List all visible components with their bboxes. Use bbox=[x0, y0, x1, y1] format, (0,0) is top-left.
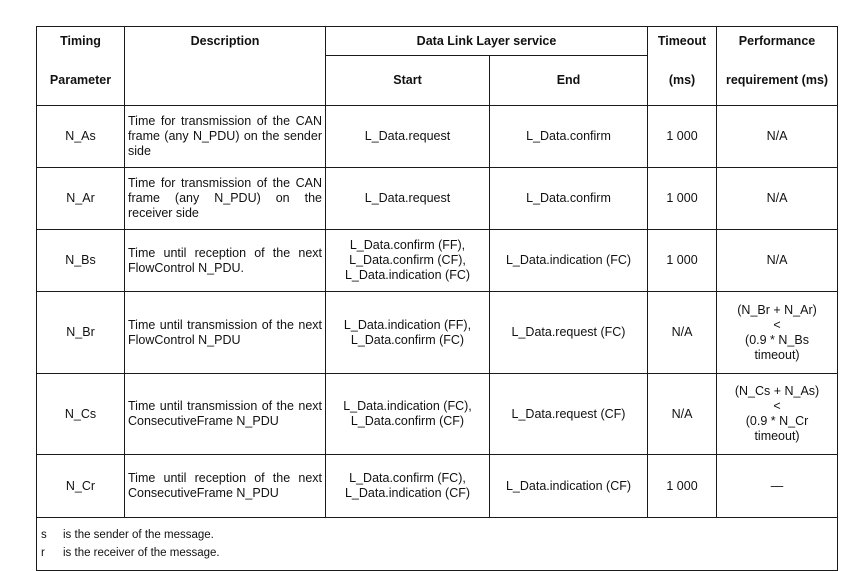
start-service-line: L_Data.indication (CF) bbox=[344, 486, 471, 500]
cell-timeout: N/A bbox=[648, 374, 717, 455]
header-start: Start bbox=[326, 56, 490, 106]
start-service-line: L_Data.indication (FC) bbox=[344, 268, 471, 282]
header-timeout: Timeout bbox=[648, 27, 717, 56]
header-description-blank bbox=[125, 56, 326, 106]
cell-start bbox=[326, 168, 490, 230]
performance-line: (0.9 * N_Bs bbox=[745, 332, 809, 347]
cell-performance bbox=[717, 106, 838, 168]
cell-performance bbox=[717, 292, 838, 374]
cell-start bbox=[326, 292, 490, 374]
cell-parameter: N_Ar bbox=[37, 168, 125, 230]
start-service-line: L_Data.confirm (CF) bbox=[350, 414, 465, 428]
header-row-1 bbox=[37, 27, 838, 56]
table-row bbox=[37, 106, 838, 168]
cell-parameter: N_As bbox=[37, 106, 125, 168]
header-row-2 bbox=[37, 56, 838, 106]
header-performance-requirement: requirement (ms) bbox=[717, 56, 838, 106]
cell-description: Time until reception of the next ConsecutiveFrame N_PDU bbox=[125, 455, 326, 518]
cell-start bbox=[326, 455, 490, 518]
start-service-line: L_Data.confirm (FC) bbox=[350, 332, 465, 347]
start-service-line: L_Data.indication (FF), bbox=[343, 317, 472, 332]
table-row bbox=[37, 230, 838, 292]
performance-line: (0.9 * N_Cr bbox=[745, 414, 809, 428]
cell-parameter: N_Bs bbox=[37, 230, 125, 292]
cell-timeout: 1 000 bbox=[648, 106, 717, 168]
header-description: Description bbox=[125, 27, 326, 56]
cell-start bbox=[326, 106, 490, 168]
start-service-line: L_Data.indication (FC), bbox=[343, 399, 472, 413]
header-timing: Timing bbox=[37, 27, 125, 56]
performance-line: < bbox=[773, 399, 781, 413]
footnote-key: s bbox=[41, 529, 47, 541]
header-timeout-unit: (ms) bbox=[648, 56, 717, 106]
cell-end: L_Data.request (CF) bbox=[490, 374, 648, 455]
cell-timeout: N/A bbox=[648, 292, 717, 374]
start-service-line: L_Data.confirm (FF), bbox=[349, 238, 466, 252]
performance-line: — bbox=[770, 478, 784, 493]
performance-line: (N_Cs + N_As) bbox=[734, 384, 820, 398]
footnote-receiver bbox=[41, 544, 833, 562]
table-row bbox=[37, 168, 838, 230]
cell-end: L_Data.confirm bbox=[490, 168, 648, 230]
start-service-line: L_Data.request bbox=[364, 191, 451, 205]
table-row bbox=[37, 455, 838, 518]
cell-timeout: 1 000 bbox=[648, 455, 717, 518]
cell-timeout: 1 000 bbox=[648, 168, 717, 230]
footnotes-cell bbox=[37, 518, 838, 571]
header-parameter: Parameter bbox=[37, 56, 125, 106]
cell-description: Time for transmission of the CAN frame (any N_PDU) on the sender side bbox=[125, 106, 326, 168]
cell-end: L_Data.indication (FC) bbox=[490, 230, 648, 292]
cell-end: L_Data.confirm bbox=[490, 106, 648, 168]
cell-performance bbox=[717, 230, 838, 292]
cell-start bbox=[326, 230, 490, 292]
cell-timeout: 1 000 bbox=[648, 230, 717, 292]
header-data-link-layer-service: Data Link Layer service bbox=[326, 27, 648, 56]
cell-start bbox=[326, 374, 490, 455]
cell-performance bbox=[717, 374, 838, 455]
cell-parameter: N_Cr bbox=[37, 455, 125, 518]
footnote-sender bbox=[41, 526, 833, 544]
cell-description: Time until transmission of the next ConsecutiveFrame N_PDU bbox=[125, 374, 326, 455]
cell-description: Time until reception of the next FlowControl N_PDU. bbox=[125, 230, 326, 292]
table-row bbox=[37, 292, 838, 374]
cell-performance bbox=[717, 168, 838, 230]
performance-line: N/A bbox=[766, 253, 788, 267]
start-service-line: L_Data.request bbox=[364, 129, 451, 143]
performance-line: N/A bbox=[766, 191, 788, 205]
timing-parameters-table bbox=[36, 26, 838, 571]
performance-line: < bbox=[773, 317, 781, 332]
timing-table-container bbox=[36, 26, 837, 561]
start-service-line: L_Data.confirm (CF), bbox=[349, 253, 466, 267]
cell-description: Time for transmission of the CAN frame (any N_PDU) on the receiver side bbox=[125, 168, 326, 230]
cell-parameter: N_Cs bbox=[37, 374, 125, 455]
performance-line: timeout) bbox=[754, 429, 800, 443]
header-end: End bbox=[490, 56, 648, 106]
footnote-row bbox=[37, 518, 838, 571]
header-performance: Performance bbox=[717, 27, 838, 56]
footnote-text: is the receiver of the message. bbox=[63, 547, 220, 559]
performance-line: N/A bbox=[766, 129, 788, 143]
cell-description: Time until transmission of the next FlowControl N_PDU bbox=[125, 292, 326, 374]
table-row bbox=[37, 374, 838, 455]
cell-parameter: N_Br bbox=[37, 292, 125, 374]
footnote-text: is the sender of the message. bbox=[63, 529, 214, 541]
cell-end: L_Data.indication (CF) bbox=[490, 455, 648, 518]
footnote-key: r bbox=[41, 547, 45, 559]
cell-end: L_Data.request (FC) bbox=[490, 292, 648, 374]
performance-line: (N_Br + N_Ar) bbox=[737, 302, 817, 317]
cell-performance bbox=[717, 455, 838, 518]
performance-line: timeout) bbox=[754, 347, 800, 362]
start-service-line: L_Data.confirm (FC), bbox=[349, 471, 466, 485]
